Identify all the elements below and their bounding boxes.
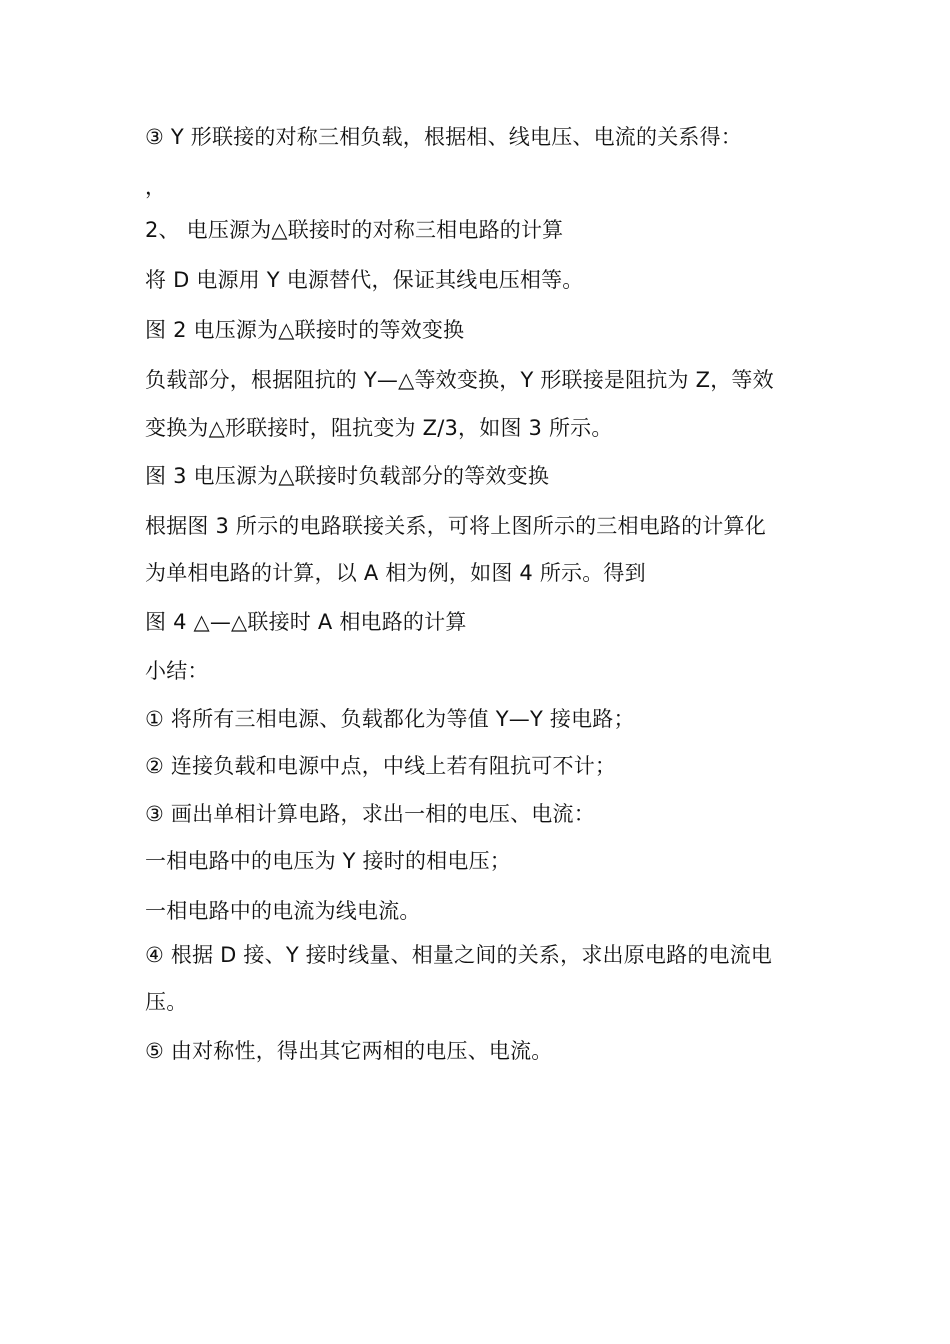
figure-caption: 图 3 电压源为△联接时负载部分的等效变换 [145,464,550,488]
text-line: 变换为△形联接时，阻抗变为 Z/3，如图 3 所示。 [145,416,613,440]
section-heading: 2、 电压源为△联接时的对称三相电路的计算 [145,218,564,242]
list-item: ② 连接负载和电源中点，中线上若有阻抗可不计； [145,754,617,778]
text-line: 根据图 3 所示的电路联接关系，可将上图所示的三相电路的计算化 [145,514,766,538]
text-line: 负载部分，根据阻抗的 Y—△等效变换，Y 形联接是阻抗为 Z，等效 [145,368,774,392]
figure-caption: 图 4 △—△联接时 A 相电路的计算 [145,610,467,634]
list-item: ⑤ 由对称性，得出其它两相的电压、电流。 [145,1039,553,1063]
text-line: 将 D 电源用 Y 电源替代，保证其线电压相等。 [145,268,584,292]
summary-heading: 小结： [145,659,209,683]
text-line: 一相电路中的电流为线电流。 [145,899,421,923]
figure-caption: 图 2 电压源为△联接时的等效变换 [145,318,465,342]
text-line: 压。 [145,990,188,1014]
text-line: ， [145,175,167,199]
list-item: ④ 根据 D 接、Y 接时线量、相量之间的关系，求出原电路的电流电 [145,943,773,967]
list-item: ③ 画出单相计算电路，求出一相的电压、电流： [145,802,595,826]
text-line: ③ Y 形联接的对称三相负载，根据相、线电压、电流的关系得： [145,125,743,149]
text-line: 为单相电路的计算，以 A 相为例，如图 4 所示。得到 [145,561,646,585]
text-line: 一相电路中的电压为 Y 接时的相电压； [145,849,511,873]
list-item: ① 将所有三相电源、负载都化为等值 Y—Y 接电路； [145,707,635,731]
